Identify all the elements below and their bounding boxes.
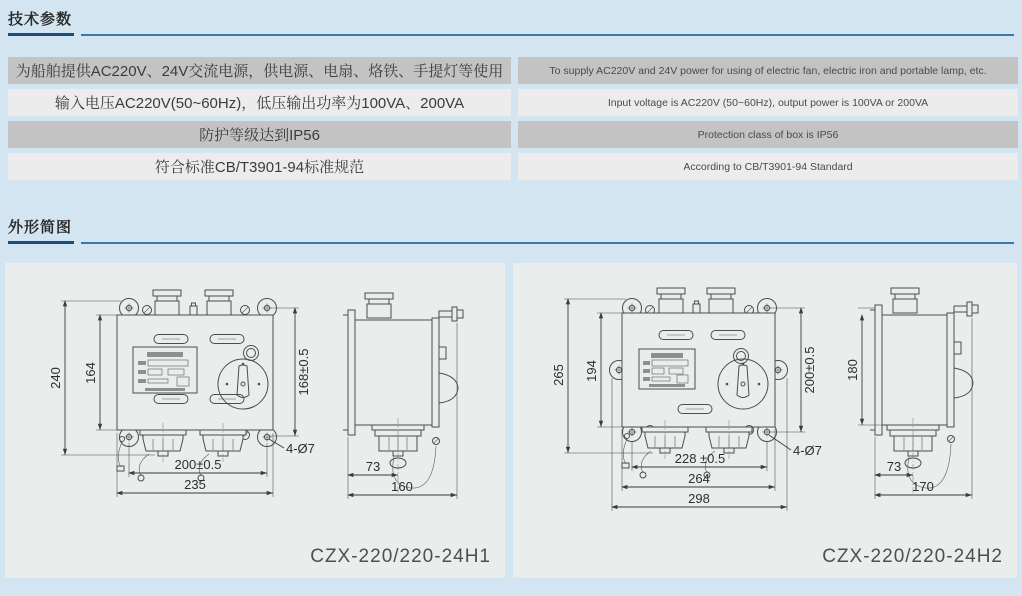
dim-height-body-h1: 164 bbox=[83, 362, 98, 384]
spec-row-1-en: To supply AC220V and 24V power for using of electric fan, electric iron and portable lamp, etc. bbox=[518, 57, 1018, 84]
section-rule bbox=[8, 33, 1014, 36]
rule-light-segment-2 bbox=[81, 242, 1014, 244]
diagram-czx-24h2 bbox=[513, 263, 1017, 578]
drawing-panels bbox=[5, 263, 1017, 578]
dim-height-holes-h2: 200±0.5 bbox=[802, 346, 817, 394]
dim-mount-holes-h1: 4-Ø7 bbox=[286, 441, 315, 456]
dim-side-overall-h1: 160 bbox=[391, 479, 413, 494]
section-title-outline: 外形简图 bbox=[8, 219, 73, 236]
dim-width-overall-h1: 235 bbox=[184, 477, 206, 492]
dim-height-holes-h1: 168±0.5 bbox=[296, 348, 311, 396]
model-label-h2: CZX-220/220-24H2 bbox=[822, 546, 1003, 567]
dim-side-socket-h1: 73 bbox=[365, 459, 381, 474]
side-view-h1 bbox=[343, 293, 463, 499]
dim-width-overall-h2: 298 bbox=[688, 491, 710, 506]
diagram-czx-24h1 bbox=[5, 263, 505, 578]
dim-width-holes-h1: 200±0.5 bbox=[174, 457, 222, 472]
spec-row-2-en: Input voltage is AC220V (50~60Hz), output power is 100VA or 200VA bbox=[518, 89, 1018, 116]
panel-czx-24h1 bbox=[5, 263, 505, 578]
rule-dark-segment bbox=[8, 33, 74, 36]
section-outline bbox=[8, 216, 1014, 578]
dim-width-body-h2: 264 bbox=[688, 471, 710, 486]
front-view-h2 bbox=[551, 288, 822, 511]
rule-dark-segment-2 bbox=[8, 241, 74, 244]
spec-row-1-zh: 为船舶提供AC220V、24V交流电源，供电源、电扇、烙铁、手提灯等使用 bbox=[8, 57, 511, 84]
panel-czx-24h2 bbox=[513, 263, 1017, 578]
side-view-h2 bbox=[845, 288, 978, 499]
dim-mount-holes-h2: 4-Ø7 bbox=[793, 443, 822, 458]
spec-row-4-en: According to CB/T3901-94 Standard bbox=[518, 153, 1018, 180]
spec-row-4-zh: 符合标准CB/T3901-94标准规范 bbox=[8, 153, 511, 180]
dim-width-holes-h2: 228 ±0.5 bbox=[674, 451, 726, 466]
model-label-h1: CZX-220/220-24H1 bbox=[310, 546, 491, 567]
front-view-h1 bbox=[48, 290, 315, 497]
dim-side-socket-h2: 73 bbox=[886, 459, 902, 474]
section-tech-params bbox=[8, 8, 1014, 180]
dim-height-body-h2: 194 bbox=[584, 360, 599, 382]
spec-row-3-en: Protection class of box is IP56 bbox=[518, 121, 1018, 148]
section-title-tech-params: 技术参数 bbox=[8, 11, 73, 28]
spec-table bbox=[8, 57, 1014, 180]
section-rule-2 bbox=[8, 241, 1014, 244]
dim-side-overall-h2: 170 bbox=[912, 479, 934, 494]
spec-row-2-zh: 输入电压AC220V(50~60Hz)，低压输出功率为100VA、200VA bbox=[8, 89, 511, 116]
dim-height-overall-h1: 240 bbox=[48, 367, 63, 389]
spec-row-3-zh: 防护等级达到IP56 bbox=[8, 121, 511, 148]
dim-side-height-h2: 180 bbox=[845, 359, 860, 381]
rule-light-segment bbox=[81, 34, 1014, 36]
dim-height-overall-h2: 265 bbox=[551, 364, 566, 386]
